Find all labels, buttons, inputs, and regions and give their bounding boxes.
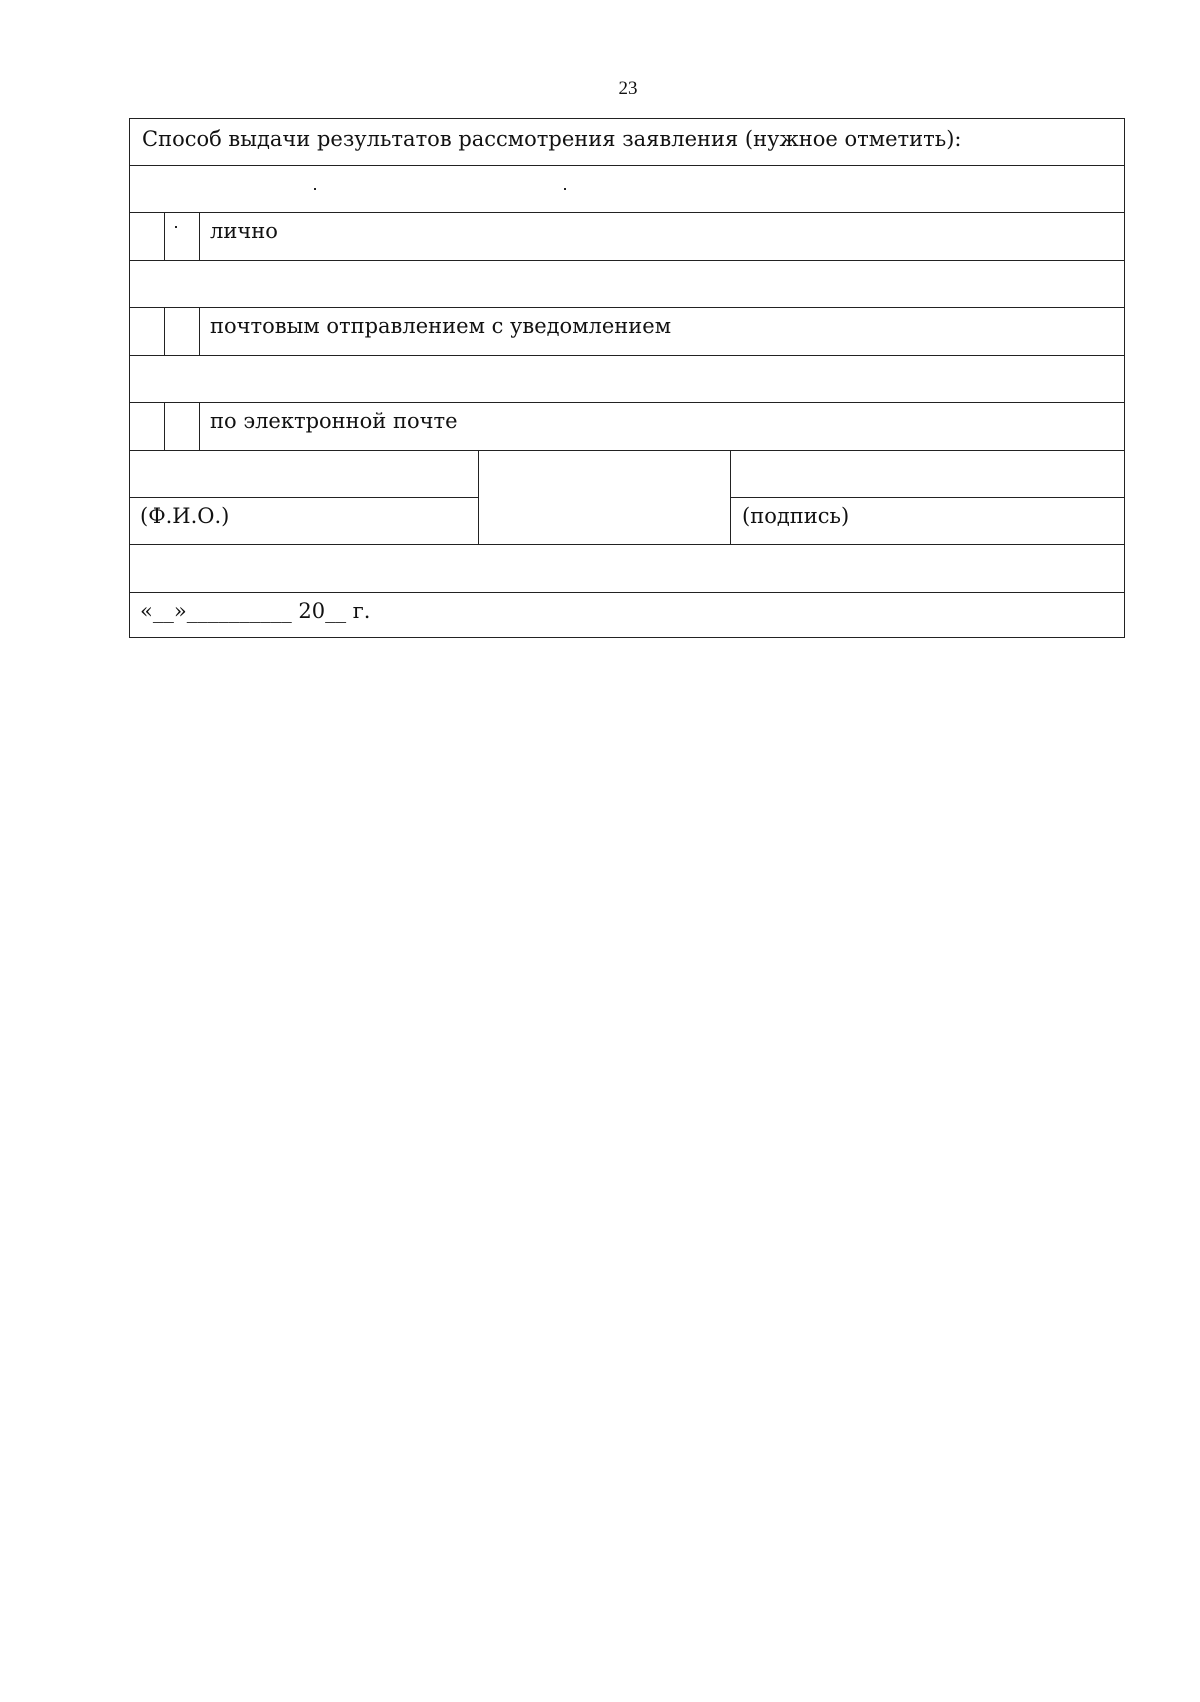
option-mail-label: почтовым отправлением с уведомлением — [210, 314, 672, 338]
option-mail-checkbox[interactable] — [164, 307, 199, 355]
option-personally-label: лично — [210, 219, 278, 243]
form-heading: Способ выдачи результатов рассмотрения заявления (нужное отметить): — [142, 127, 962, 151]
checkbox-right-edge — [199, 212, 200, 260]
row-divider — [130, 592, 1125, 593]
option-email-label: по электронной почте — [210, 409, 458, 433]
fio-underline — [130, 497, 478, 498]
row-divider — [130, 212, 1125, 213]
signature-block-divider — [730, 450, 731, 544]
row-divider — [130, 165, 1125, 166]
row-divider — [130, 450, 1125, 451]
option-personally-checkbox[interactable] — [164, 212, 199, 260]
row-divider — [130, 260, 1125, 261]
result-delivery-form — [129, 118, 1125, 638]
scan-dot — [564, 188, 566, 190]
checkbox-right-edge — [199, 307, 200, 355]
scan-dot — [314, 188, 316, 190]
page-number: 23 — [618, 78, 638, 99]
signature-underline — [730, 497, 1125, 498]
row-divider — [130, 355, 1125, 356]
date-line: «__»__________ 20__ г. — [140, 599, 371, 623]
fio-block-divider — [478, 450, 479, 544]
row-divider — [130, 402, 1125, 403]
signature-label: (подпись) — [742, 504, 850, 528]
fio-label: (Ф.И.О.) — [140, 504, 230, 528]
option-email-checkbox[interactable] — [164, 402, 199, 450]
checkbox-mark — [175, 226, 177, 228]
row-divider — [130, 544, 1125, 545]
checkbox-right-edge — [199, 402, 200, 450]
row-divider — [130, 307, 1125, 308]
